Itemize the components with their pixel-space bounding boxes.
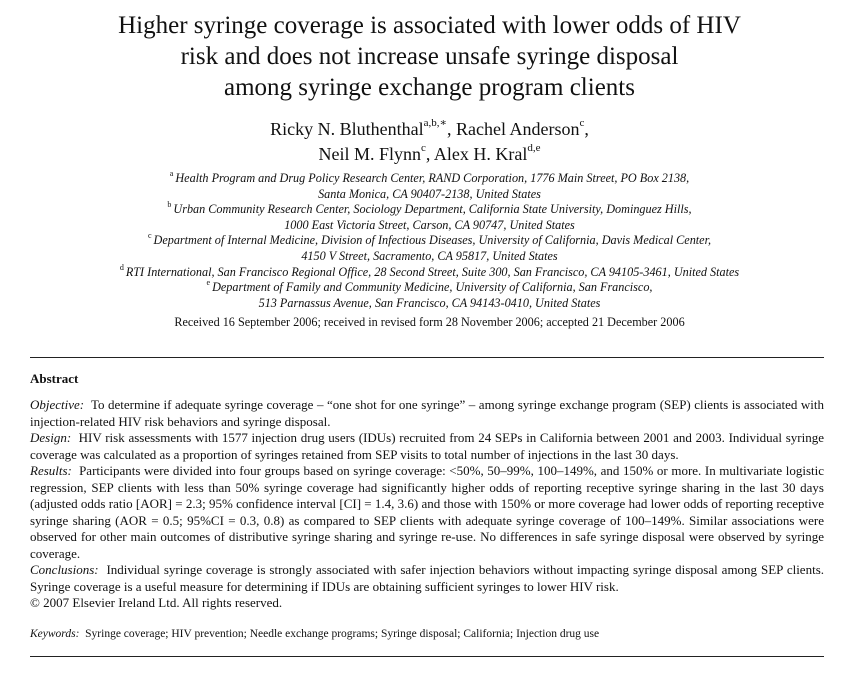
author-name: Ricky N. Bluthenthal — [270, 119, 424, 139]
affiliation-mark: a — [169, 168, 174, 178]
author-affiliation-mark: a,b,∗ — [423, 117, 447, 129]
abstract-design — [30, 430, 824, 463]
abstract-conclusions — [30, 562, 824, 595]
abstract-results — [30, 463, 824, 562]
affiliation-text: Department of Internal Medicine, Division of Infectious Diseases, University of California, Davis Medical Center, — [153, 233, 712, 248]
title-line: Higher syringe coverage is associated with lower odds of HIV — [118, 12, 741, 39]
affiliation — [60, 262, 799, 281]
author-affiliation-mark: c — [420, 142, 426, 154]
affiliation — [60, 233, 799, 249]
affiliation-continuation: Santa Monica, CA 90407-2138, United States — [318, 186, 541, 201]
author-separator: , — [425, 144, 434, 164]
abstract-heading: Abstract — [30, 371, 79, 386]
received-dates: Received 16 September 2006; received in revised form 28 November 2006; accepted 21 December 2006 — [174, 315, 685, 329]
affiliation-continuation: 1000 East Victoria Street, Carson, CA 90747, United States — [284, 217, 575, 232]
author-line — [60, 142, 799, 167]
bottom-divider — [30, 656, 824, 657]
article-title — [60, 10, 799, 103]
affiliation-text: Health Program and Drug Policy Research Center, RAND Corporation, 1776 Main Street, PO Box 2138, — [175, 171, 690, 185]
results-text: Participants were divided into four groups based on syringe coverage: <50%, 50–99%, 100–149%, and 150% or more. In multivariate logistic regression, SEP clients with less than 50% syringe coverage had significantly higher odds of reporting receptive syringe sharing in the last 30 days (adjusted odds ratio [AOR] = 2.3; 95% confidence interval [CI] = 1.4, 3.6) and those with 150% or more coverage had lower odds of reporting receptive syringe sharing (AOR = 0.5; 95%CI = 0.3, 0.8) as compared to SEP clients with adequate syringe coverage of 100–149%. Similar associations were observed for other main outcomes of distributive syringe sharing and syringe re-use. No differences in safe syringe disposal were observed by syringe coverage. — [30, 463, 824, 561]
objective-label: Objective: — [30, 397, 85, 412]
affiliation-list — [60, 168, 799, 311]
author-separator: , — [446, 119, 456, 139]
conclusions-label: Conclusions: — [30, 562, 99, 577]
affiliation-text: RTI International, San Francisco Regional Office, 28 Second Street, Suite 300, San Francisco, CA 94105-3461, United States — [125, 264, 740, 279]
design-label: Design: — [30, 430, 72, 445]
affiliation-text: Department of Family and Community Medicine, University of California, San Francisco, — [212, 280, 653, 295]
affiliation-text: Urban Community Research Center, Sociology Department, California State University, Dominguez Hills, — [173, 202, 692, 217]
affiliation-mark: b — [167, 200, 172, 210]
title-line: risk and does not increase unsafe syringe disposal — [180, 43, 679, 70]
author-separator: , — [584, 119, 589, 139]
affiliation — [60, 168, 799, 187]
abstract-body — [30, 397, 824, 612]
author-affiliation-mark: d,e — [527, 142, 541, 154]
author-line — [60, 117, 799, 142]
results-label: Results: — [30, 463, 72, 478]
author-affiliation-mark: c — [579, 117, 585, 129]
conclusions-text: Individual syringe coverage is strongly associated with safer injection behaviors without impacting syringe disposal among SEP clients. Syringe coverage is a useful measure for determining if IDUs are obtaining sufficient syringes to lower HIV risk. — [30, 562, 824, 594]
author-name: Alex H. Kral — [433, 144, 528, 164]
keywords-text: Syringe coverage; HIV prevention; Needle exchange programs; Syringe disposal; California; Injection drug use — [85, 628, 600, 640]
objective-text: To determine if adequate syringe coverage – “one shot for one syringe” – among syringe exchange program (SEP) clients is associated with injection-related HIV risk behaviors and syringe disposal. — [30, 397, 824, 429]
affiliation-mark: e — [206, 278, 211, 288]
title-line: among syringe exchange program clients — [224, 74, 635, 101]
affiliation — [60, 202, 799, 218]
keywords-label: Keywords: — [30, 628, 80, 640]
keywords — [30, 627, 824, 642]
affiliation-mark: c — [147, 231, 152, 241]
affiliation-mark: d — [119, 262, 124, 272]
design-text: HIV risk assessments with 1577 injection drug users (IDUs) recruited from 24 SEPs in California between 2001 and 2003. Individual syringe coverage was calculated as a proportion of syringes retained from SEP visits to total number of injections in the last 30 days. — [30, 430, 824, 462]
abstract-objective — [30, 397, 824, 430]
affiliation-continuation: 4150 V Street, Sacramento, CA 95817, United States — [301, 248, 558, 263]
author-list — [60, 117, 799, 167]
copyright-notice: © 2007 Elsevier Ireland Ltd. All rights reserved. — [30, 595, 283, 610]
author-name: Neil M. Flynn — [318, 144, 421, 164]
top-divider — [30, 357, 824, 358]
affiliation-continuation: 513 Parnassus Avenue, San Francisco, CA 94143-0410, United States — [258, 295, 601, 310]
author-name: Rachel Anderson — [455, 119, 580, 139]
affiliation — [60, 280, 799, 296]
